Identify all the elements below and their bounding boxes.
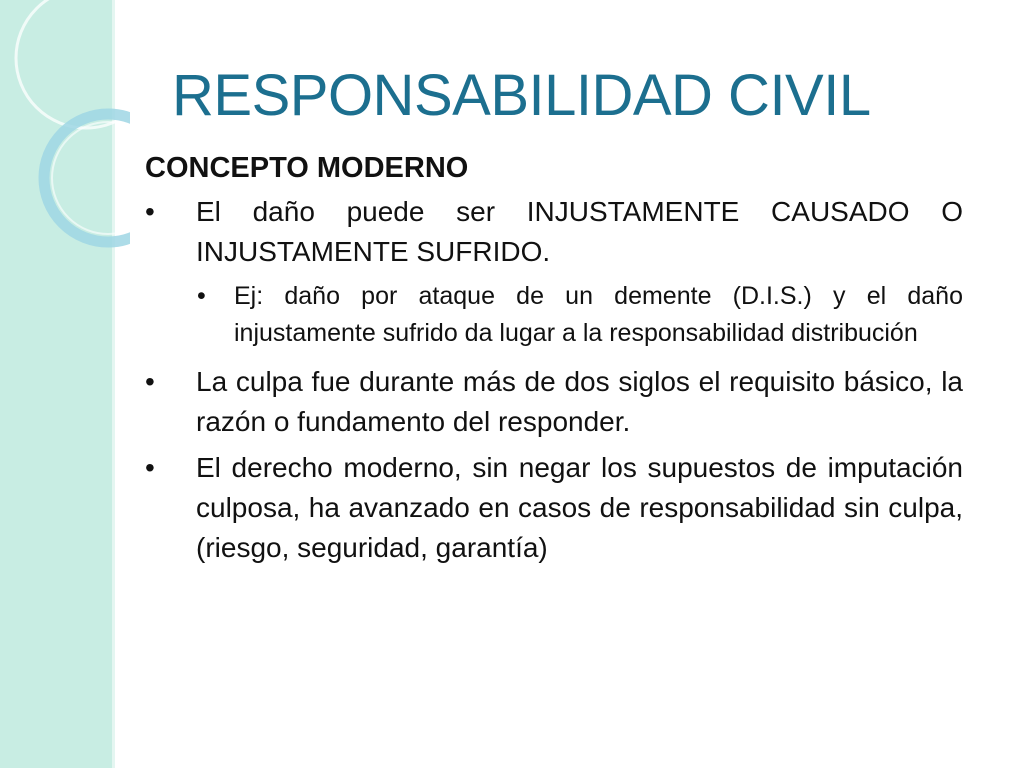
sub-bullet-item-1: [145, 278, 963, 352]
bullet-marker: •: [145, 366, 155, 397]
slide-title: RESPONSABILIDAD CIVIL: [172, 63, 871, 128]
decorative-circle-lower: [44, 114, 130, 242]
slide-body: [145, 148, 963, 574]
bullet-text: El derecho moderno, sin negar los supuestos de imputación culposa, ha avanzado en casos de responsabilidad sin culpa, (riesgo, seguridad, garantía): [196, 452, 963, 563]
bullet-item-1: [145, 192, 963, 272]
bullet-item-2: [145, 362, 963, 442]
bullet-item-3: [145, 448, 963, 568]
bullet-marker: •: [145, 452, 155, 483]
decorative-circles: [0, 0, 130, 260]
bullet-text: La culpa fue durante más de dos siglos el requisito básico, la razón o fundamento del responder.: [196, 366, 963, 437]
bullet-marker: •: [145, 196, 155, 227]
sub-bullet-marker: •: [197, 282, 206, 310]
slide-subheading: CONCEPTO MODERNO: [145, 152, 469, 184]
sub-bullet-text: Ej: daño por ataque de un demente (D.I.S.) y el daño injustamente sufrido da lugar a la responsabilidad distribución: [234, 282, 963, 347]
bullet-text: El daño puede ser INJUSTAMENTE CAUSADO O INJUSTAMENTE SUFRIDO.: [196, 196, 963, 267]
